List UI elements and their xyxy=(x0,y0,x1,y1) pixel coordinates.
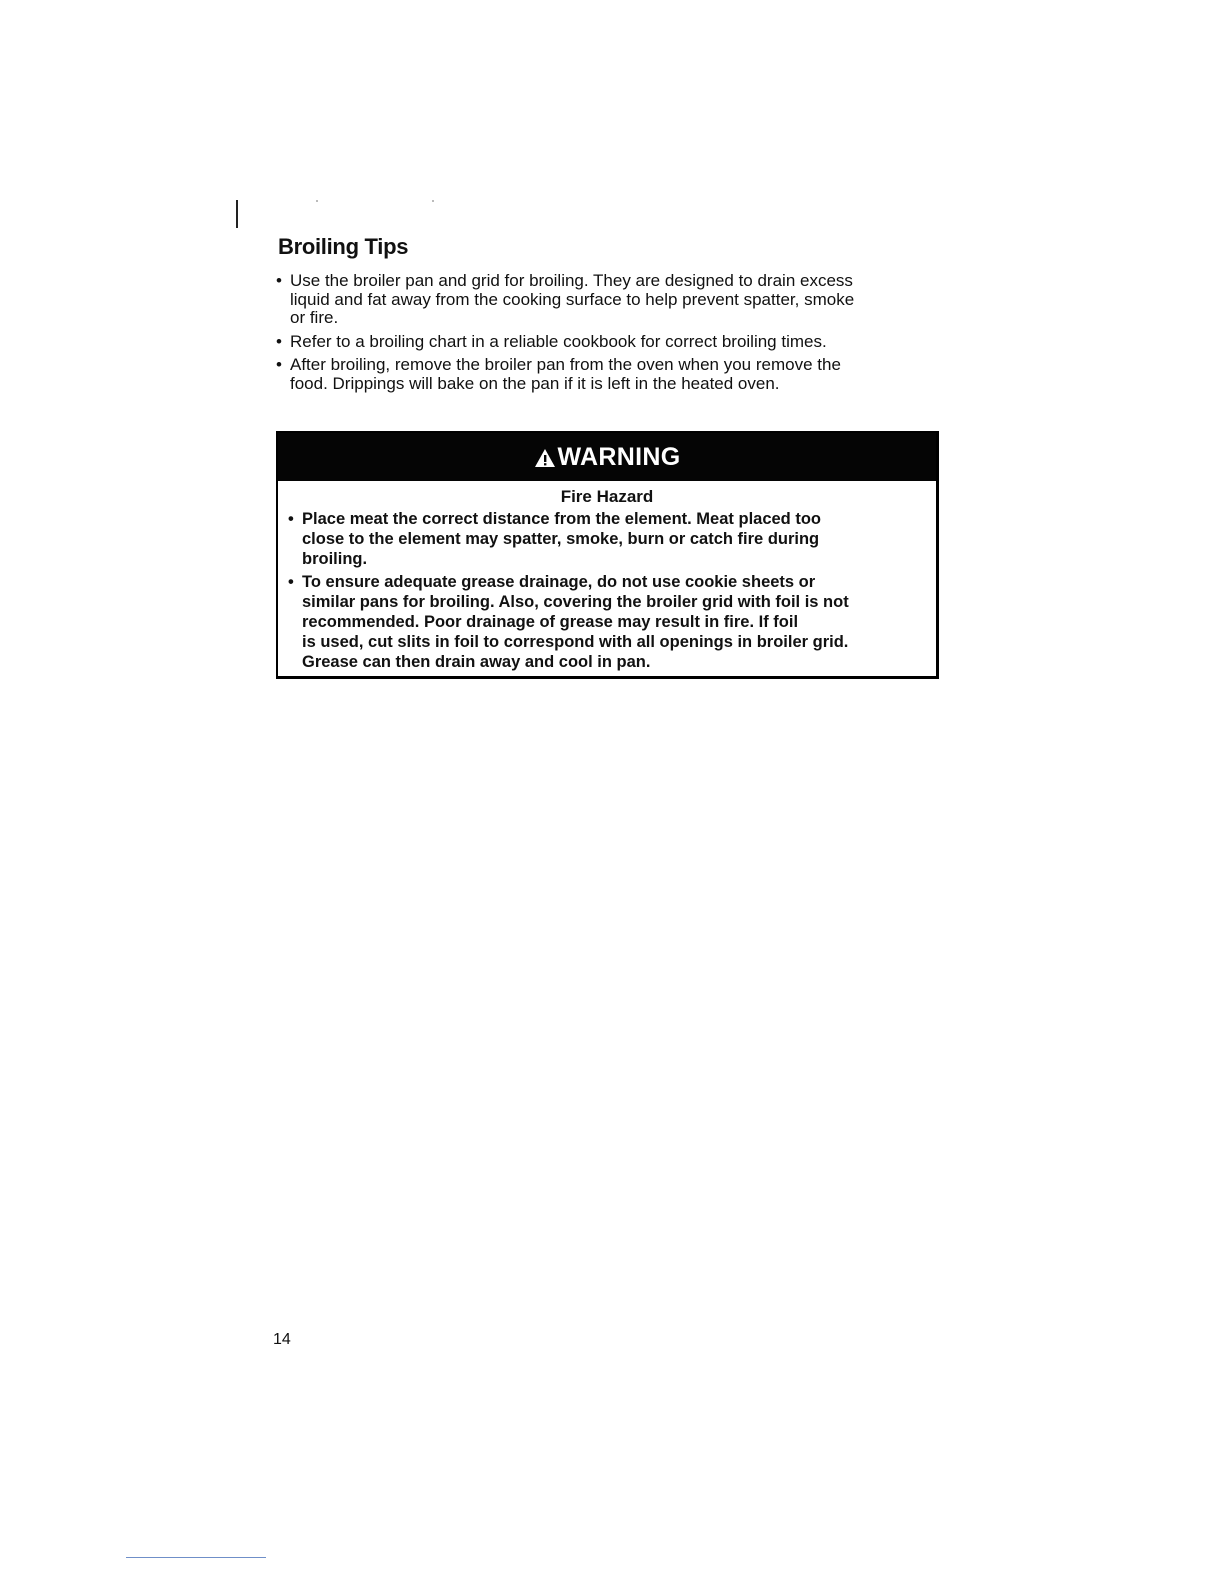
tip-text-line: liquid and fat away from the cooking surface to help prevent spatter, smoke xyxy=(290,289,855,309)
margin-mark xyxy=(236,200,238,228)
warning-title: WARNING xyxy=(557,442,681,471)
warning-item xyxy=(278,509,936,569)
warning-text-line: recommended. Poor drainage of grease may result in fire. If foil xyxy=(302,613,799,631)
warning-text-line: Grease can then drain away and cool in pan. xyxy=(302,653,651,671)
warning-text-line: To ensure adequate grease drainage, do not use cookie sheets or xyxy=(302,573,816,591)
hazard-title: Fire Hazard xyxy=(560,487,654,506)
warning-text-line: is used, cut slits in foil to correspond with all openings in broiler grid. xyxy=(302,633,849,651)
warning-triangle-icon xyxy=(534,446,556,466)
section-title: Broiling Tips xyxy=(278,234,409,259)
warning-text-line: broiling. xyxy=(302,550,368,568)
tip-text-line: After broiling, remove the broiler pan from the oven when you remove the xyxy=(290,355,841,374)
tip-item xyxy=(276,356,936,393)
bullet: • xyxy=(288,510,294,528)
tip-item xyxy=(276,333,936,352)
warning-text-line: close to the element may spatter, smoke, burn or catch fire during xyxy=(302,530,820,548)
footer-rule xyxy=(126,1557,266,1558)
tip-text-line: Refer to a broiling chart in a reliable cookbook for correct broiling times. xyxy=(290,331,827,351)
bullet: • xyxy=(276,355,282,374)
tip-item xyxy=(276,272,936,328)
broiling-tips-list xyxy=(276,272,936,398)
tip-text-line: food. Drippings will bake on the pan if it is left in the heated oven. xyxy=(290,373,780,393)
tip-text-line: Use the broiler pan and grid for broiling. They are designed to drain excess xyxy=(290,271,853,290)
tip-text-line: or fire. xyxy=(290,308,339,327)
bullet: • xyxy=(276,271,282,290)
bullet: • xyxy=(276,331,282,351)
warning-text-line: Place meat the correct distance from the element. Meat placed too xyxy=(302,510,821,528)
warning-list xyxy=(278,509,936,672)
warning-box xyxy=(276,431,939,679)
scan-speck xyxy=(432,200,434,202)
bullet: • xyxy=(288,573,294,591)
scan-speck xyxy=(316,200,318,202)
warning-text-line: similar pans for broiling. Also, covering the broiler grid with foil is not xyxy=(302,593,849,611)
page-number: 14 xyxy=(273,1331,291,1348)
warning-item xyxy=(278,572,936,672)
warning-header xyxy=(278,433,936,481)
